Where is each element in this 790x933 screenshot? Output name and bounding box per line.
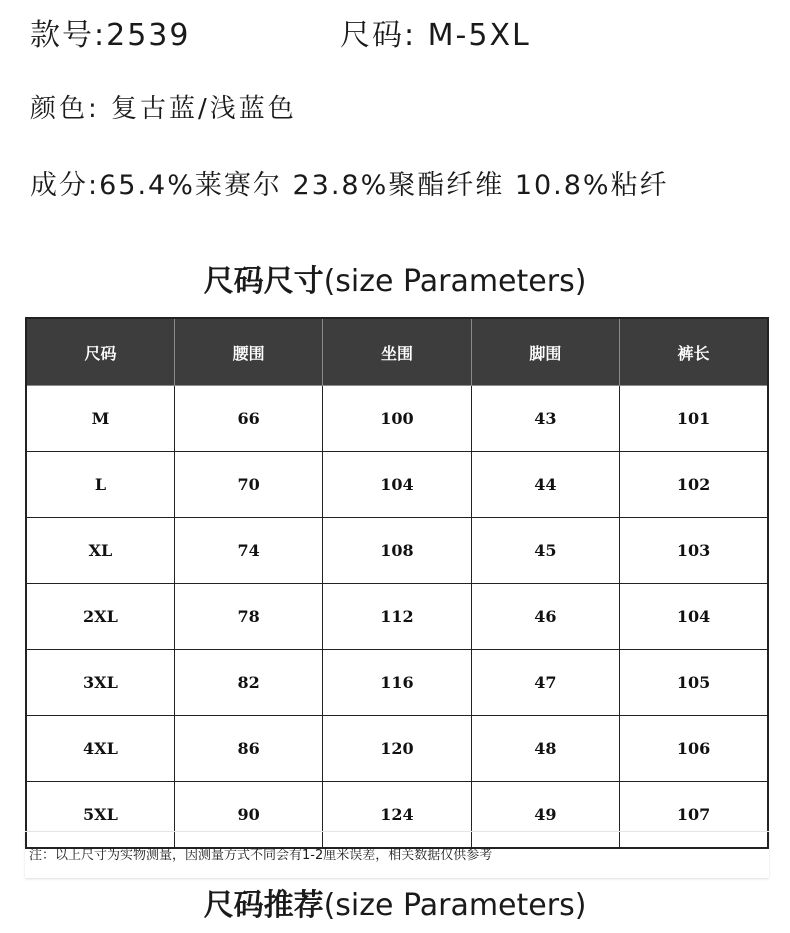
cell-waist: 78 xyxy=(174,584,322,650)
size-table xyxy=(25,317,769,849)
cell-hem: 47 xyxy=(471,650,619,716)
header-hip: 坐围 xyxy=(323,318,471,386)
table-row xyxy=(26,650,768,716)
style-number-label: 款号: xyxy=(30,18,107,53)
measurement-note xyxy=(25,831,769,878)
cell-size: XL xyxy=(26,518,174,584)
cell-size: 4XL xyxy=(26,716,174,782)
composition-info xyxy=(30,163,669,202)
measurement-note-text: 注：以上尺寸为实物测量，因测量方式不同会有1-2厘米误差，相关数据仅供参考 xyxy=(29,848,493,863)
size-recommend-title-rest: (size Parameters) xyxy=(323,888,587,923)
table-row xyxy=(26,584,768,650)
cell-length: 104 xyxy=(620,584,768,650)
header-size: 尺码 xyxy=(26,318,174,386)
cell-size: 3XL xyxy=(26,650,174,716)
header-waist: 腰围 xyxy=(174,318,322,386)
cell-length: 105 xyxy=(620,650,768,716)
cell-length: 107 xyxy=(620,782,768,849)
cell-hip: 104 xyxy=(323,452,471,518)
cell-hip: 120 xyxy=(323,716,471,782)
cell-waist: 74 xyxy=(174,518,322,584)
cell-hem: 45 xyxy=(471,518,619,584)
size-range-label: 尺码: xyxy=(340,18,417,53)
table-row xyxy=(26,716,768,782)
cell-hem: 44 xyxy=(471,452,619,518)
cell-hem: 43 xyxy=(471,386,619,452)
cell-hem: 48 xyxy=(471,716,619,782)
cell-waist: 90 xyxy=(174,782,322,849)
cell-length: 102 xyxy=(620,452,768,518)
header-length: 裤长 xyxy=(620,318,768,386)
color-info xyxy=(30,88,297,125)
size-parameters-title xyxy=(0,256,790,300)
cell-size: 2XL xyxy=(26,584,174,650)
size-range xyxy=(340,10,531,54)
style-number xyxy=(30,10,190,54)
cell-hip: 112 xyxy=(323,584,471,650)
cell-length: 101 xyxy=(620,386,768,452)
color-label: 颜色: xyxy=(30,94,100,124)
cell-length: 103 xyxy=(620,518,768,584)
cell-waist: 70 xyxy=(174,452,322,518)
size-recommend-title xyxy=(0,880,790,924)
cell-hip: 100 xyxy=(323,386,471,452)
table-row xyxy=(26,386,768,452)
table-row xyxy=(26,452,768,518)
cell-hip: 124 xyxy=(323,782,471,849)
cell-size: 5XL xyxy=(26,782,174,849)
cell-size: L xyxy=(26,452,174,518)
cell-waist: 86 xyxy=(174,716,322,782)
color-value: 复古蓝/浅蓝色 xyxy=(111,94,297,124)
composition-label: 成分: xyxy=(30,170,100,201)
cell-hem: 46 xyxy=(471,584,619,650)
table-header-row xyxy=(26,318,768,386)
cell-hem: 49 xyxy=(471,782,619,849)
table-row xyxy=(26,518,768,584)
cell-hip: 116 xyxy=(323,650,471,716)
size-recommend-title-strong: 尺码推荐 xyxy=(203,888,324,923)
cell-waist: 66 xyxy=(174,386,322,452)
size-parameters-title-rest: (size Parameters) xyxy=(323,264,587,299)
style-number-value: 2539 xyxy=(106,18,191,53)
size-range-value: M-5XL xyxy=(427,18,531,53)
size-parameters-title-strong: 尺码尺寸 xyxy=(203,264,324,299)
cell-hip: 108 xyxy=(323,518,471,584)
cell-length: 106 xyxy=(620,716,768,782)
header-hem: 脚围 xyxy=(471,318,619,386)
composition-value: 65.4%莱赛尔 23.8%聚酯纤维 10.8%粘纤 xyxy=(99,170,669,201)
cell-waist: 82 xyxy=(174,650,322,716)
cell-size: M xyxy=(26,386,174,452)
